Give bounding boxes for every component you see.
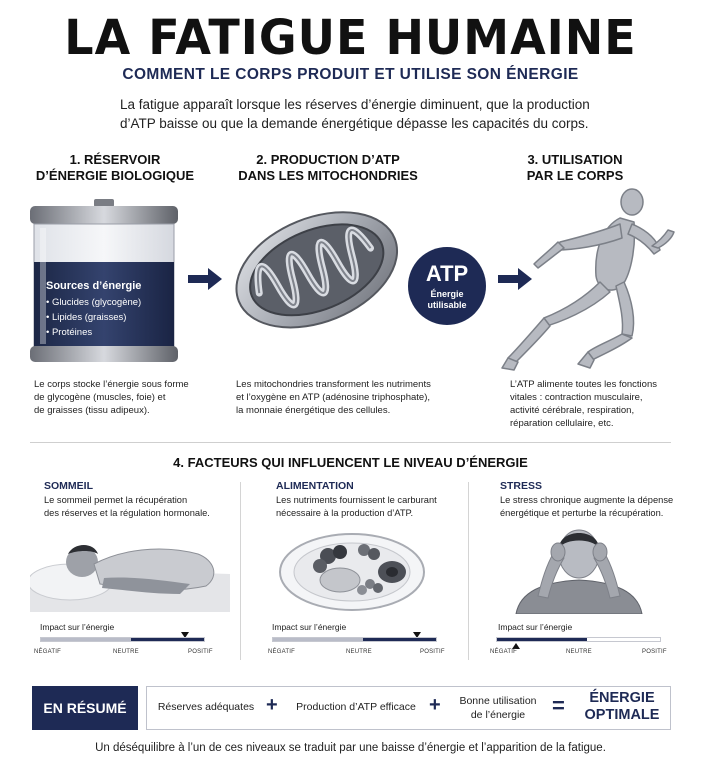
factor-sleep-desc-line-1: Le sommeil permet la récupération <box>44 495 188 505</box>
scale-low: NÉGATIF <box>34 649 61 655</box>
step-2-desc-line-1: Les mitochondries transforment les nutriments <box>236 379 431 390</box>
section-divider <box>30 442 671 443</box>
factor-stress-desc-line-2: énergétique et perturbe la récupération. <box>500 508 664 518</box>
factor-food-desc-line-1: Les nutriments fournissent le carburant <box>276 495 437 505</box>
step-1-title-line-2: D’ÉNERGIE BIOLOGIQUE <box>35 168 195 183</box>
scale-high: POSITIF <box>420 649 445 655</box>
factor-food-impact-bar <box>272 637 437 642</box>
scale-mid: NEUTRE <box>346 649 372 655</box>
step-2-desc-line-2: et l’oxygène en ATP (adénosine triphosphate), <box>236 392 430 403</box>
summary-result-line-2: OPTIMALE <box>584 707 660 723</box>
factor-food-desc-line-2: nécessaire à la production d’ATP. <box>276 508 414 518</box>
factor-stress-title: STRESS <box>500 480 543 492</box>
summary-item-atp: Production d’ATP efficace <box>296 701 416 713</box>
factor-stress-desc-line-1: Le stress chronique augmente la dépense <box>500 495 674 505</box>
running-body-icon <box>500 188 680 378</box>
intro-text <box>120 95 590 133</box>
step-3-desc-line-1: L’ATP alimente toutes les fonctions <box>510 379 657 390</box>
step-3-title <box>490 152 660 184</box>
step-1-desc-line-1: Le corps stocke l’énergie sous forme <box>34 379 189 390</box>
intro-line-2: d’ATP baisse ou que la demande énergétique dépasse les capacités du corps. <box>120 116 589 131</box>
stressed-person-icon <box>506 522 652 614</box>
jar-label <box>46 280 166 340</box>
jar-item: • Glucides (glycogène) <box>46 297 142 308</box>
plus-icon: + <box>266 694 278 716</box>
step-3-desc <box>510 378 680 430</box>
step-1-title <box>20 152 210 184</box>
step-3-desc-line-3: activité cérébrale, respiration, <box>510 405 635 416</box>
summary-item-usage-line-2: de l’énergie <box>470 709 526 721</box>
page-subtitle: COMMENT LE CORPS PRODUIT ET UTILISE SON ÉNERGIE <box>122 66 579 83</box>
plus-icon: + <box>429 694 441 716</box>
jar-heading: Sources d’énergie <box>46 280 142 292</box>
scale-low: NÉGATIF <box>268 649 295 655</box>
summary-label: EN RÉSUMÉ <box>32 686 138 730</box>
step-3-title-line-1: 3. UTILISATION <box>527 152 623 167</box>
column-separator <box>468 482 469 660</box>
step-1-title-line-1: 1. RÉSERVOIR <box>69 152 161 167</box>
scale-low: NÉGATIF <box>490 649 517 655</box>
factor-sleep-title: SOMMEIL <box>44 480 93 492</box>
step-3-desc-line-2: vitales : contraction musculaire, <box>510 392 643 403</box>
factor-sleep-impact-bar <box>40 637 205 642</box>
factor-sleep-desc-line-2: des réserves et la régulation hormonale. <box>44 508 210 518</box>
equals-icon: = <box>552 693 565 718</box>
summary-result-line-1: ÉNERGIE <box>589 690 655 706</box>
scale-high: POSITIF <box>642 649 667 655</box>
atp-sub-line-2: utilisable <box>427 300 467 310</box>
step-3-title-line-2: PAR LE CORPS <box>526 168 624 183</box>
footer-note: Un déséquilibre à l’un de ces niveaux se traduit par une baisse d’énergie et l’apparition de la fatigue. <box>95 742 606 754</box>
step-1-desc <box>34 378 214 417</box>
step-2-desc <box>236 378 436 417</box>
factor-sleep-impact-label: Impact sur l’énergie <box>40 622 115 632</box>
sleeping-person-icon <box>30 524 230 612</box>
factor-stress-impact-label: Impact sur l’énergie <box>498 622 573 632</box>
summary-result <box>576 690 668 724</box>
mitochondria-icon <box>228 198 404 338</box>
summary-item-reserves: Réserves adéquates <box>157 701 255 713</box>
step-1-desc-line-2: de glycogène (muscles, foie) et <box>34 392 166 403</box>
step-2-title <box>228 152 428 184</box>
arrow-right-icon <box>188 268 222 290</box>
jar-item: • Protéines <box>46 327 93 338</box>
factor-stress-impact-bar <box>496 637 661 642</box>
jar-item: • Lipides (graisses) <box>46 312 127 323</box>
step-1-desc-line-3: de graisses (tissu adipeux). <box>34 405 150 416</box>
scale-mid: NEUTRE <box>113 649 139 655</box>
factor-food-desc <box>276 494 461 520</box>
page-title: LA FATIGUE HUMAINE <box>64 8 637 66</box>
step-2-title-line-2: DANS LES MITOCHONDRIES <box>238 168 418 183</box>
section-4-title: 4. FACTEURS QUI INFLUENCENT LE NIVEAU D’ÉNERGIE <box>173 455 528 470</box>
scale-mid: NEUTRE <box>566 649 592 655</box>
atp-sub-line-1: Énergie <box>430 289 464 299</box>
summary-item-usage-line-1: Bonne utilisation <box>459 695 537 707</box>
step-3-desc-line-4: réparation cellulaire, etc. <box>510 418 614 429</box>
step-2-title-line-1: 2. PRODUCTION D’ATP <box>256 152 400 167</box>
scale-high: POSITIF <box>188 649 213 655</box>
factor-sleep-desc <box>44 494 234 520</box>
food-plate-icon <box>278 526 426 612</box>
atp-label: ATP <box>425 261 469 286</box>
column-separator <box>240 482 241 660</box>
factor-stress-desc <box>500 494 690 520</box>
intro-line-1: La fatigue apparaît lorsque les réserves d’énergie diminuent, que la production <box>120 97 590 112</box>
factor-food-title: ALIMENTATION <box>276 480 354 492</box>
step-2-desc-line-3: la monnaie énergétique des cellules. <box>236 405 391 416</box>
atp-badge <box>408 247 486 325</box>
summary-item-usage <box>452 694 544 722</box>
factor-food-impact-label: Impact sur l’énergie <box>272 622 347 632</box>
